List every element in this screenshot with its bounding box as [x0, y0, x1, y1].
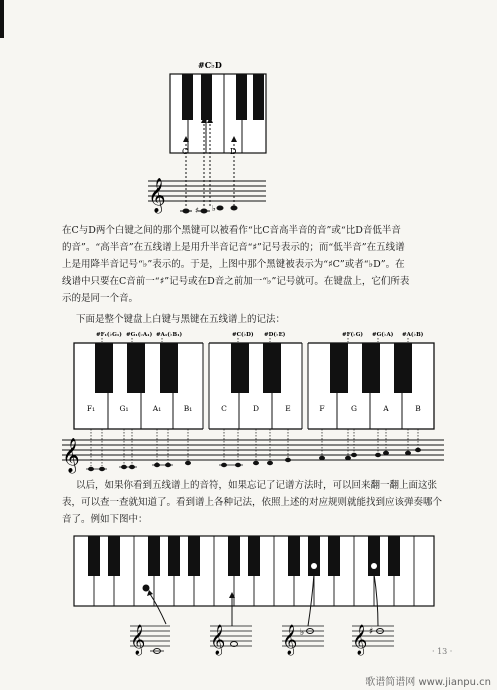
fig1-black-key: [253, 74, 264, 120]
example-staff-2: [210, 624, 252, 656]
svg-text:𝄞: 𝄞: [282, 625, 298, 655]
fig1-flat-sign: ♭: [212, 204, 216, 213]
black-key-d-sharp: [263, 343, 281, 393]
black-key-label: #A₁(♭B₁): [156, 332, 183, 338]
svg-text:𝄞: 𝄞: [210, 625, 226, 655]
example-staff-1: [130, 624, 170, 656]
keyboard-chart-notes: [88, 448, 421, 471]
example-staff-3: [282, 624, 324, 656]
black-key-label: #F₁(♭G₁): [96, 332, 122, 338]
paragraph-line: 音了。例如下图中：: [62, 514, 148, 525]
fig1-top-label: #C♭D: [198, 60, 222, 70]
paragraph-line: 表，可以查一查就知道了。看到谱上各种记法，依照上述的对应规则就能找到应该弹奏哪个: [62, 497, 443, 508]
example-marker-black: [311, 563, 317, 569]
keyboard-gap: [203, 342, 209, 430]
fig1-sharp-sign: ♯: [195, 206, 199, 215]
watermark-text: 歌谱简谱网 www.jianpu.cn: [365, 677, 491, 688]
paragraph-2: [76, 311, 476, 328]
black-key-label: #F(♭G): [342, 332, 364, 338]
white-key-label: F: [319, 404, 325, 413]
black-key-label: #D(♭E): [264, 332, 286, 338]
svg-text:𝄞: 𝄞: [352, 625, 368, 655]
paragraph-1: [62, 222, 462, 307]
black-key-f1-sharp: [95, 343, 113, 393]
keyboard-chart-staff: [62, 440, 444, 460]
black-key-c-sharp: [231, 343, 249, 393]
white-key-label: A₁: [152, 404, 162, 413]
fig1-note-d: [231, 206, 238, 211]
paragraph-line: 线谱中只要在C音前一“♯”记号或在D音之前加一“♭”记号就可。在键盘上，它们所表: [62, 276, 410, 287]
svg-text:♯: ♯: [369, 627, 374, 637]
black-key-label: #A(♭B): [402, 332, 424, 338]
svg-text:𝄞: 𝄞: [130, 625, 146, 655]
white-key-label: C: [221, 404, 227, 413]
key-to-note-connectors: [91, 429, 418, 466]
black-key-g1-sharp: [127, 343, 145, 393]
example-marker-black: [371, 563, 377, 569]
fig1-label-c: C: [182, 147, 189, 156]
white-key-label: F₁: [86, 404, 96, 413]
black-key-a-sharp: [394, 343, 412, 393]
figure-full-keyboard: [60, 328, 446, 474]
keyboard-chart-treble-clef: 𝄞: [62, 438, 80, 473]
paragraph-line: 上是用降半音记号“♭”表示的。于是，上图中那个黑键被表示为“♯C”或者“♭D”。在: [62, 259, 405, 270]
figure-c-d-keyboard: [140, 58, 270, 220]
black-key-label: #C(♭D): [232, 332, 254, 338]
white-key-label: D: [252, 404, 260, 413]
fig1-note-d-flat: [217, 206, 224, 211]
paragraph-line: 以后，如果你看到五线谱上的音符，如果忘记了记谱方法时，可以回来翻一翻上面这张: [76, 480, 438, 491]
black-key-label: #G₁(♭A₁): [126, 332, 153, 338]
keyboard-gap: [302, 342, 308, 430]
fig1-black-key: [236, 74, 247, 120]
white-key-label: E: [285, 404, 291, 413]
white-key-label: G: [351, 404, 357, 413]
black-key-a1-sharp: [160, 343, 178, 393]
page-edge-mark: [0, 0, 4, 38]
paragraph-line: 示的是同一个音。: [62, 293, 139, 304]
paragraph-line: 下面是整个键盘上白键与黑键在五线谱上的记法：: [76, 314, 286, 325]
white-key-label: B₁: [183, 404, 193, 413]
white-key-label: G₁: [119, 404, 129, 413]
page-number: · 13 ·: [432, 647, 453, 656]
fig1-treble-clef: 𝄞: [148, 178, 166, 213]
white-key-label: A: [383, 404, 389, 413]
black-key-f-sharp: [330, 343, 348, 393]
svg-text:♭: ♭: [300, 628, 305, 638]
paragraph-3: [62, 477, 482, 528]
example-marker-white: [143, 585, 150, 592]
paragraph-line: 在C与D两个白键之间的那个黑键可以被看作“比C音高半音的音”或“比D音低半音: [62, 225, 401, 236]
figure-examples: [62, 530, 442, 660]
example-staff-4: [352, 624, 394, 656]
fig1-label-d: D: [230, 147, 237, 156]
fig1-black-key-c-sharp: [201, 74, 212, 120]
fig1-black-key: [182, 74, 193, 120]
white-key-label: B: [415, 404, 421, 413]
black-key-label: #G(♭A): [372, 332, 394, 338]
black-key-g-sharp: [362, 343, 380, 393]
paragraph-line: 的音”。“高半音”在五线谱上是用升半音记音“♯”记号表示的；而“低半音”在五线谱: [62, 242, 405, 253]
